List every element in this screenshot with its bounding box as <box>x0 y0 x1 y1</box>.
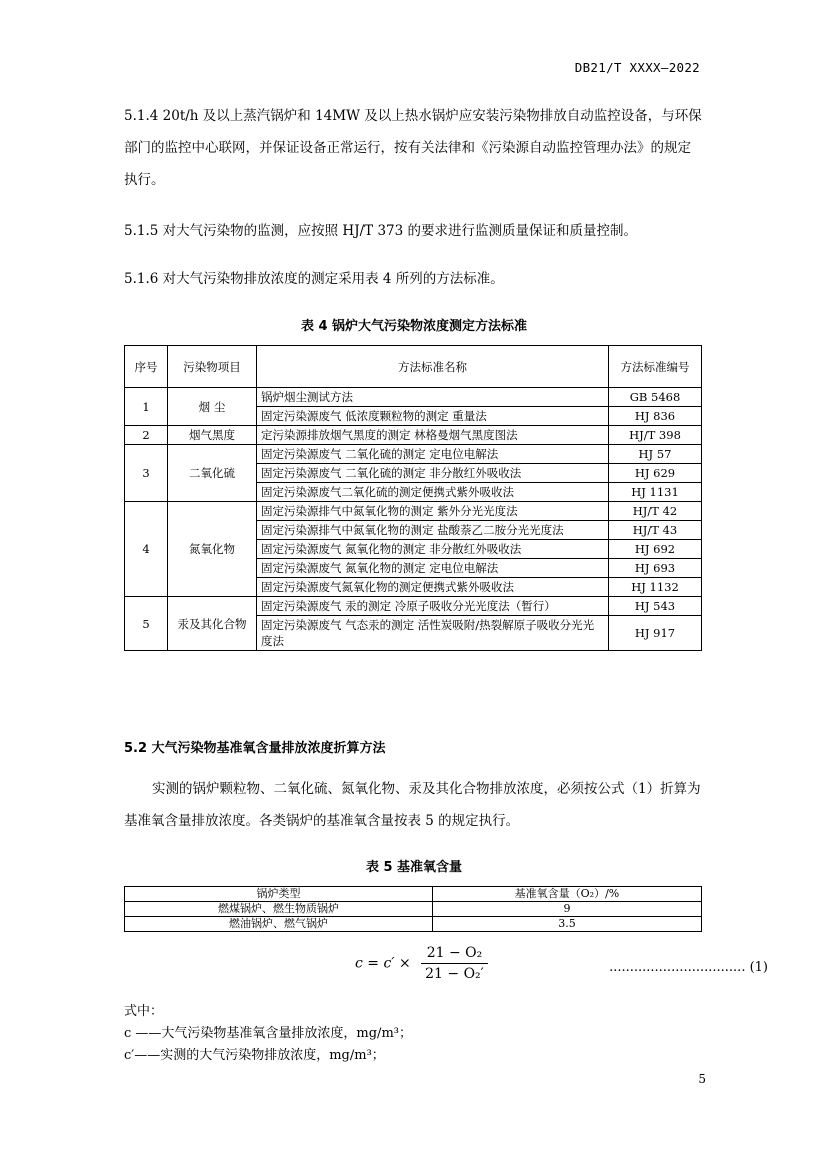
table5-cell-type: 燃油锅炉、燃气锅炉 <box>125 917 433 932</box>
table4-cell-code: HJ 1132 <box>609 578 702 597</box>
table4-header-name: 方法标准名称 <box>257 346 609 388</box>
table4-cell-name: 固定污染源废气 二氧化硫的测定 非分散红外吸收法 <box>257 464 609 483</box>
table4-cell-code: HJ 1131 <box>609 483 702 502</box>
table4-cell-name: 固定污染源排气中氮氧化物的测定 盐酸萘乙二胺分光光度法 <box>257 521 609 540</box>
paragraph-5-1-6: 5.1.6 对大气污染物排放浓度的测定采用表 4 所列的方法标准。 <box>124 271 504 287</box>
table-row <box>125 426 702 445</box>
table-row <box>125 388 702 407</box>
table5-cell-type: 燃煤锅炉、燃生物质锅炉 <box>125 902 433 917</box>
formula-denominator: 21 − O₂′ <box>425 966 484 982</box>
formula-fraction <box>421 945 488 982</box>
table4-cell-no: 4 <box>125 502 168 597</box>
table5-cell-o2: 9 <box>432 902 701 917</box>
table4-body <box>125 388 702 651</box>
section-5-2-heading: 5.2 大气污染物基准氧含量排放浓度折算方法 <box>124 741 386 756</box>
table4-cell-code: HJ/T 42 <box>609 502 702 521</box>
table4-cell-item: 二氧化硫 <box>168 445 257 502</box>
table4-header-no: 序号 <box>125 346 168 388</box>
table5-cell-o2: 3.5 <box>432 917 701 932</box>
table4-cell-code: HJ/T 398 <box>609 426 702 445</box>
table4-cell-code: HJ 629 <box>609 464 702 483</box>
table-row <box>125 917 702 932</box>
table4-cell-code: HJ 917 <box>609 616 702 651</box>
table4-cell-name: 固定污染源废气 二氧化硫的测定 定电位电解法 <box>257 445 609 464</box>
table5 <box>124 886 702 932</box>
table5-header-type: 锅炉类型 <box>125 887 433 902</box>
table4-cell-name: 锅炉烟尘测试方法 <box>257 388 609 407</box>
table4-cell-name: 固定污染源排气中氮氧化物的测定 紫外分光光度法 <box>257 502 609 521</box>
table4-cell-item: 氮氧化物 <box>168 502 257 597</box>
table4-header-code: 方法标准编号 <box>609 346 702 388</box>
table4-header-item: 污染物项目 <box>168 346 257 388</box>
table4-cell-code: HJ 693 <box>609 559 702 578</box>
table4-cell-code: HJ 692 <box>609 540 702 559</box>
page-number: 5 <box>698 1072 706 1086</box>
formula-lhs: c = c′ × <box>355 955 411 972</box>
table4-cell-name: 固定污染源废气 气态汞的测定 活性炭吸附/热裂解原子吸收分光光度法 <box>257 616 609 651</box>
formula-numerator: 21 − O₂ <box>421 945 488 964</box>
definition-c-prime: c′——实测的大气污染物排放浓度，mg/m³； <box>124 1048 385 1063</box>
table4 <box>124 345 702 651</box>
table4-cell-code: HJ 543 <box>609 597 702 616</box>
table4-cell-item: 烟气黑度 <box>168 426 257 445</box>
equation-number: ................................. (1) <box>609 960 768 975</box>
table4-cell-no: 3 <box>125 445 168 502</box>
table5-caption: 表 5 基准氧含量 <box>365 860 463 875</box>
definitions-intro: 式中： <box>124 1004 164 1019</box>
table4-cell-code: HJ/T 43 <box>609 521 702 540</box>
table4-cell-name: 定污染源排放烟气黑度的测定 林格曼烟气黑度图法 <box>257 426 609 445</box>
table4-cell-name: 固定污染源废气二氧化硫的测定便携式紫外吸收法 <box>257 483 609 502</box>
table4-cell-name: 固定污染源废气氮氧化物的测定便携式紫外吸收法 <box>257 578 609 597</box>
table4-cell-code: HJ 57 <box>609 445 702 464</box>
table4-cell-code: GB 5468 <box>609 388 702 407</box>
table-row <box>125 445 702 464</box>
table4-cell-name: 固定污染源废气 氮氧化物的测定 非分散红外吸收法 <box>257 540 609 559</box>
paragraph-5-1-5: 5.1.5 对大气污染物的监测，应按照 HJ/T 373 的要求进行监测质量保证和质量控制。 <box>124 223 638 239</box>
table-row <box>125 902 702 917</box>
definition-c: c ——大气污染物基准氧含量排放浓度，mg/m³； <box>124 1026 412 1041</box>
paragraph-5-1-4: 5.1.4 20t/h 及以上蒸汽锅炉和 14MW 及以上热水锅炉应安装污染物排放自动监控设备，与环保部门的监控中心联网，并保证设备正常运行，按有关法律和《污染源自动监控管理办法》的规定执行。 <box>124 108 702 188</box>
table-row <box>125 502 702 521</box>
formula <box>355 945 488 982</box>
table4-cell-no: 5 <box>125 597 168 651</box>
table4-cell-no: 1 <box>125 388 168 426</box>
table4-caption: 表 4 锅炉大气污染物浓度测定方法标准 <box>300 319 528 334</box>
table4-cell-name: 固定污染源废气 氮氧化物的测定 定电位电解法 <box>257 559 609 578</box>
table5-header-o2: 基准氧含量（O₂）/% <box>432 887 701 902</box>
section-5-2-paragraph: 实测的锅炉颗粒物、二氧化硫、氮氧化物、汞及其化合物排放浓度，必须按公式（1）折算为基准氧含量排放浓度。各类锅炉的基准氧含量按表 5 的规定执行。 <box>124 781 701 829</box>
document-id: DB21/T XXXX—2022 <box>574 60 700 75</box>
table4-cell-code: HJ 836 <box>609 407 702 426</box>
table4-cell-name: 固定污染源废气 汞的测定 冷原子吸收分光光度法（暂行） <box>257 597 609 616</box>
table4-cell-item: 汞及其化合物 <box>168 597 257 651</box>
table4-cell-name: 固定污染源废气 低浓度颗粒物的测定 重量法 <box>257 407 609 426</box>
table-row <box>125 597 702 616</box>
table4-cell-item: 烟 尘 <box>168 388 257 426</box>
table4-cell-no: 2 <box>125 426 168 445</box>
